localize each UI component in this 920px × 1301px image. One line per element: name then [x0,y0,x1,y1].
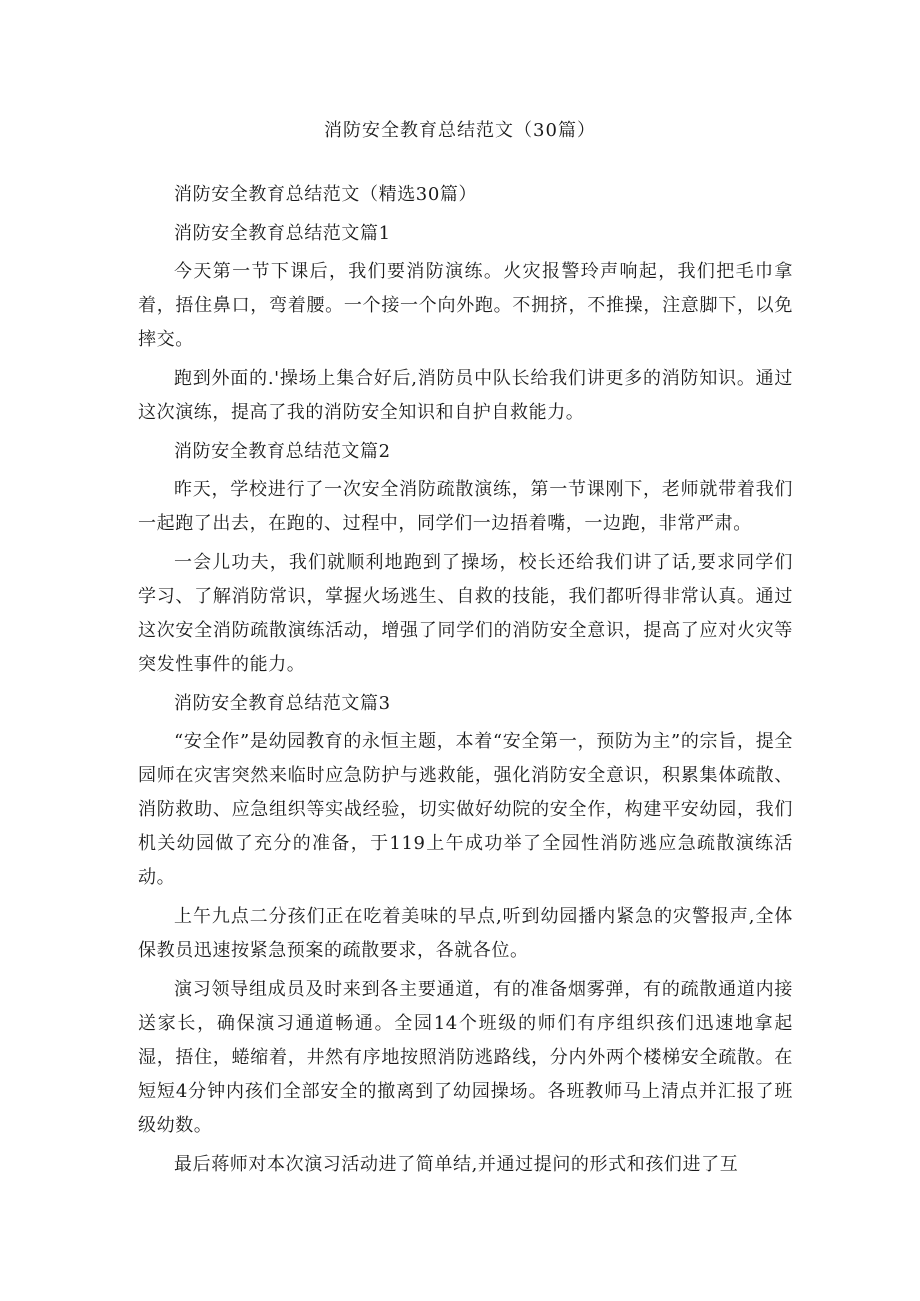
paragraph: “安全作”是幼园教育的永恒主题，本着“安全第一，预防为主”的宗旨，提全园师在灾害突然来临时应急防护与逃救能，强化消防安全意识，积累集体疏散、消防救助、应急组织等实战经验，切实做好幼院的安全作，构建平安幼园，我们机关幼园做了充分的准备，于119上午成功举了全园性消防逃应急疏散演练活动。 [138,731,793,888]
paragraph: 上午九点二分孩们正在吃着美味的早点,听到幼园播内紧急的灾警报声,全体保教员迅速按紧急预案的疏散要求，各就各位。 [138,906,793,961]
section-heading-3: 消防安全教育总结范文篇3 [174,693,391,714]
paragraph: 一会儿功夫，我们就顺利地跑到了操场，校长还给我们讲了话,要求同学们学习、了解消防常识，掌握火场逃生、自救的技能，我们都听得非常认真。通过这次安全消防疏散演练活动，增强了同学们的消防安全意识，提高了应对火灾等突发性事件的能力。 [138,552,793,675]
paragraph: 跑到外面的.'操场上集合好后,消防员中队长给我们讲更多的消防知识。通过这次演练，提高了我的消防安全知识和自护自救能力。 [138,368,793,423]
section-heading-1: 消防安全教育总结范文篇1 [174,223,391,244]
section-heading-2: 消防安全教育总结范文篇2 [174,441,391,462]
document-body [138,178,793,1187]
document-title: 消防安全教育总结范文（30篇） [324,120,596,141]
paragraph: 演习领导组成员及时来到各主要通道，有的准备烟雾弹，有的疏散通道内接送家长，确保演习通道畅通。全园14个班级的师们有序组织孩们迅速地拿起湿，捂住，蜷缩着，井然有序地按照消防逃路线，分内外两个楼梯安全疏散。在短短4分钟内孩们全部安全的撤离到了幼园操场。各班教师马上清点并汇报了班级幼数。 [138,979,793,1136]
paragraph: 昨天，学校进行了一次安全消防疏散演练，第一节课刚下，老师就带着我们一起跑了出去，在跑的、过程中，同学们一边捂着嘴，一边跑，非常严肃。 [138,479,793,534]
subtitle: 消防安全教育总结范文（精选30篇） [174,184,478,205]
paragraph: 今天第一节下课后，我们要消防演练。火灾报警玲声响起，我们把毛巾拿着，捂住鼻口，弯着腰。一个接一个向外跑。不拥挤，不推操，注意脚下，以免摔交。 [138,261,793,350]
paragraph: 最后蒋师对本次演习活动进了简单结,并通过提问的形式和孩们进了互 [174,1154,739,1175]
